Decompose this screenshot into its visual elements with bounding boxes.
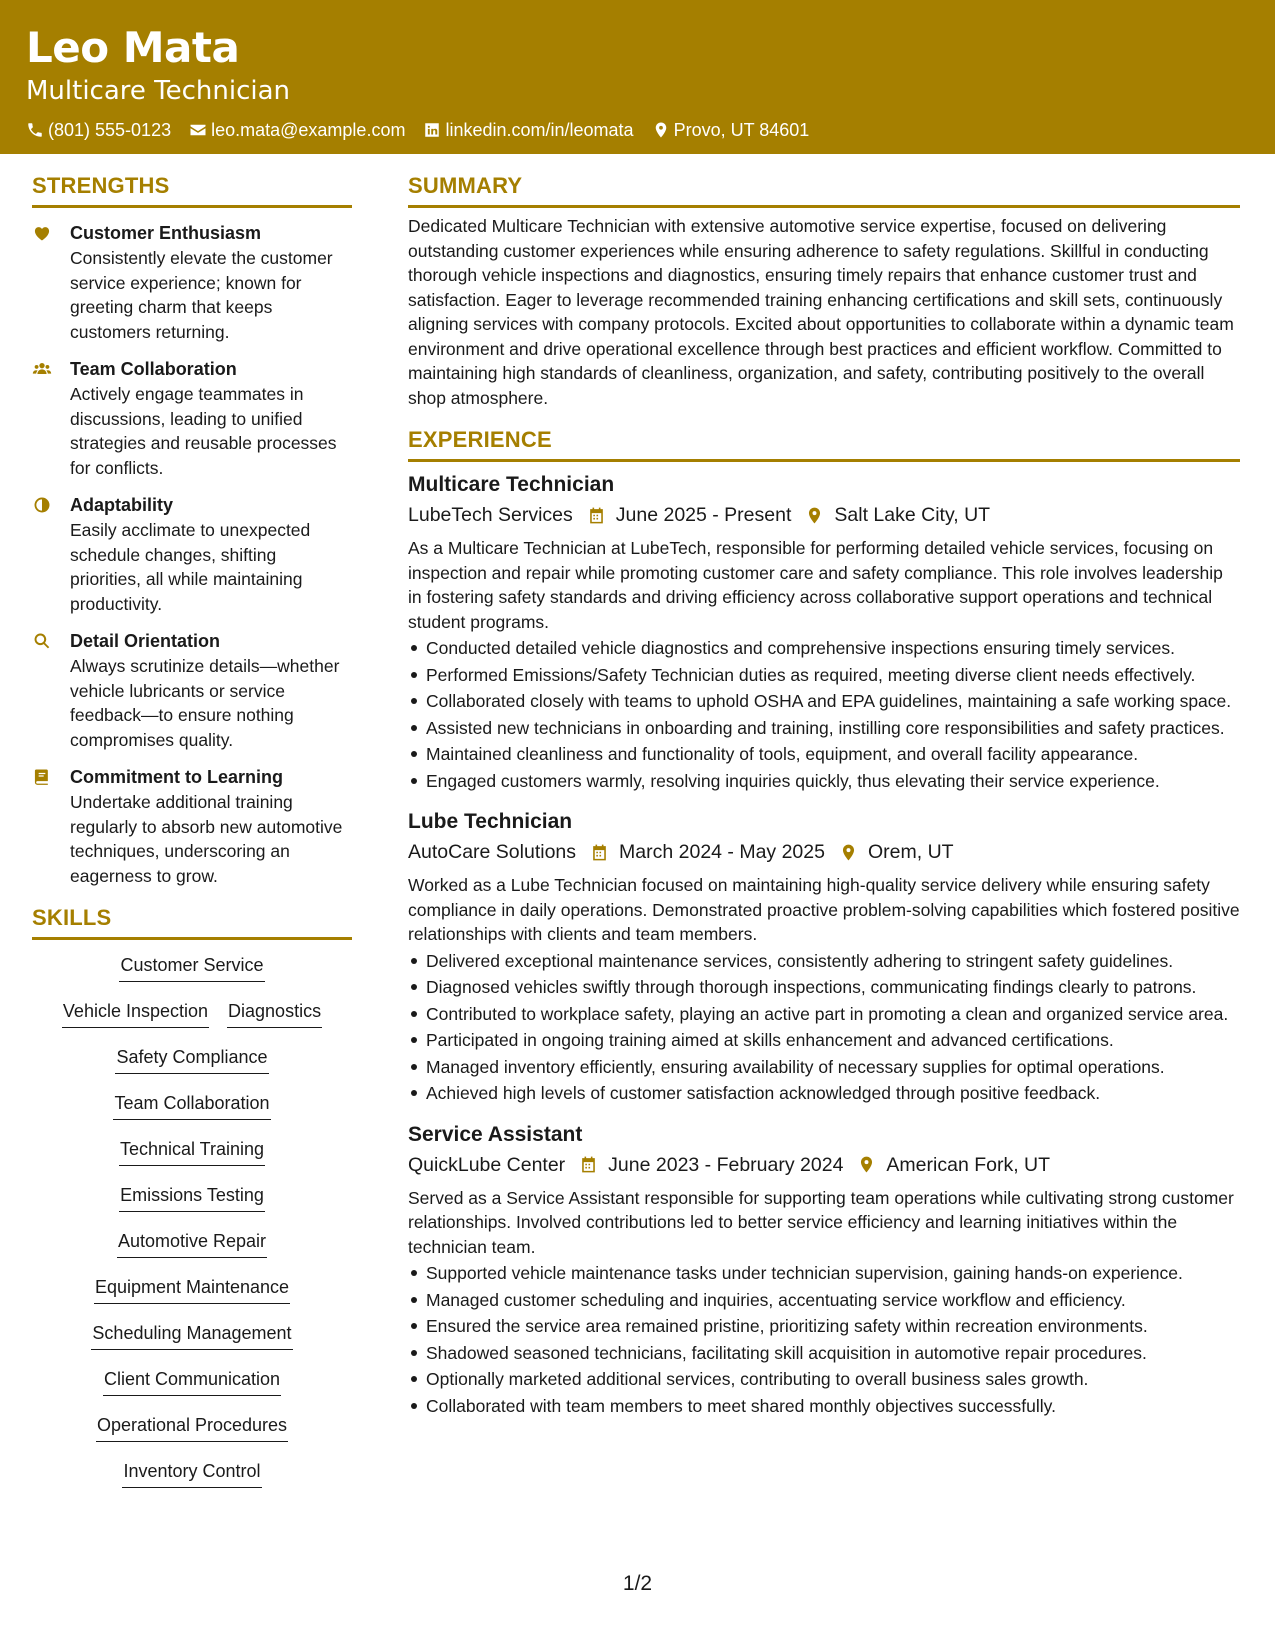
job-company: LubeTech Services [408, 504, 573, 526]
bullet-item: Diagnosed vehicles swiftly through thorough inspections, communicating findings clearly to patrons. [408, 975, 1240, 1000]
contact-linkedin[interactable] [423, 117, 633, 143]
job-location: American Fork, UT [886, 1153, 1051, 1176]
job-bullets [408, 636, 1240, 793]
strength-desc: Easily acclimate to unexpected schedule changes, shifting priorities, all while maintaining productivity. [70, 520, 311, 614]
skill-tag: Safety Compliance [115, 1044, 268, 1074]
bullet-item: Collaborated with team members to meet shared monthly objectives successfully. [408, 1394, 1240, 1419]
bullet-item: Achieved high levels of customer satisfaction acknowledged through positive feedback. [408, 1081, 1240, 1106]
experience-section [408, 424, 1240, 1418]
strength-item [32, 764, 352, 888]
envelope-icon [189, 121, 207, 139]
job-dates: March 2024 - May 2025 [619, 841, 825, 863]
users-icon [32, 359, 52, 379]
job-meta [408, 500, 1240, 530]
phone-text: (801) 555-0123 [48, 120, 172, 140]
map-pin-icon [652, 121, 670, 139]
strength-name: Adaptability [70, 495, 174, 515]
strength-item [32, 492, 352, 616]
summary-heading: SUMMARY [408, 170, 1240, 208]
strength-desc: Always scrutinize details—whether vehicle lubricants or service feedback—to ensure nothing compromises quality. [70, 656, 340, 750]
summary-section [408, 170, 1240, 410]
bullet-item: Shadowed seasoned technicians, facilitating skill acquisition in automotive repair procedures. [408, 1341, 1240, 1366]
calendar-icon [590, 843, 609, 862]
job-meta [408, 837, 1240, 867]
bullet-item: Collaborated closely with teams to uphold OSHA and EPA guidelines, maintaining a safe working space. [408, 689, 1240, 714]
job-dates: June 2025 - Present [615, 504, 792, 526]
candidate-name: Leo Mata [26, 23, 240, 72]
bullet-item: Delivered exceptional maintenance services, consistently adhering to stringent safety guidelines. [408, 949, 1240, 974]
skill-tag: Vehicle Inspection [62, 998, 209, 1028]
skill-tag: Client Communication [103, 1366, 281, 1396]
job-description: Served as a Service Assistant responsible for supporting team operations while cultivating strong customer relationships. Involved contributions led to better service efficiency and learning initiatives within the technician team. [408, 1187, 1234, 1257]
job-location: Orem, UT [867, 841, 954, 863]
bullet-item: Participated in ongoing training aimed at skills enhancement and advanced certifications. [408, 1028, 1240, 1053]
job-entry [408, 470, 1240, 793]
strength-name: Team Collaboration [70, 359, 237, 379]
skill-tag: Inventory Control [122, 1458, 261, 1488]
job-description: As a Multicare Technician at LubeTech, responsible for performing detailed vehicle services, focusing on inspection and repair while promoting customer care and safety compliance. This role involves leadership in fostering safety standards and driving efficiency across collaborative support operations and technical student programs. [408, 538, 1223, 632]
skills-heading: SKILLS [32, 902, 352, 940]
job-company: QuickLube Center [408, 1153, 566, 1176]
skill-tag: Operational Procedures [96, 1412, 288, 1442]
bullet-item: Managed customer scheduling and inquiries, accentuating service workflow and efficiency. [408, 1288, 1240, 1313]
calendar-icon [579, 1155, 598, 1174]
strength-desc: Undertake additional training regularly to absorb new automotive techniques, underscoring an eagerness to grow. [70, 792, 343, 886]
bullet-item: Performed Emissions/Safety Technician duties as required, meeting diverse client needs effectively. [408, 663, 1240, 688]
job-location: Salt Lake City, UT [834, 504, 991, 526]
linkedin-text: linkedin.com/in/leomata [445, 120, 634, 140]
bullet-item: Contributed to workplace safety, playing an active part in promoting a clean and organized service area. [408, 1002, 1240, 1027]
skill-tag: Equipment Maintenance [94, 1274, 290, 1304]
job-title: Lube Technician [408, 810, 573, 833]
job-entry [408, 807, 1240, 1106]
map-pin-icon [857, 1155, 876, 1174]
half-circle-icon [32, 495, 52, 515]
calendar-icon [587, 506, 606, 525]
email-text: leo.mata@example.com [211, 120, 406, 140]
skill-tag: Automotive Repair [117, 1228, 267, 1258]
skills-list [32, 952, 352, 1504]
contact-location [652, 117, 810, 143]
strength-desc: Consistently elevate the customer service experience; known for greeting charm that keeps customers returning. [70, 248, 333, 342]
linkedin-icon [423, 121, 441, 139]
location-text: Provo, UT 84601 [673, 120, 810, 140]
bullet-item: Ensured the service area remained pristine, prioritizing safety within recreation environments. [408, 1314, 1240, 1339]
bullet-item: Managed inventory efficiently, ensuring availability of necessary supplies for optimal operations. [408, 1055, 1240, 1080]
map-pin-icon [839, 843, 858, 862]
bullet-item: Maintained cleanliness and functionality of tools, equipment, and overall facility appearance. [408, 742, 1240, 767]
strengths-section [32, 170, 352, 888]
job-company: AutoCare Solutions [408, 841, 577, 863]
experience-heading: EXPERIENCE [408, 424, 1240, 462]
resume-header [0, 0, 1275, 154]
skill-tag: Technical Training [119, 1136, 265, 1166]
job-title: Multicare Technician [408, 473, 615, 496]
right-column [408, 170, 1240, 1420]
job-bullets [408, 949, 1240, 1106]
contact-bar [26, 117, 1249, 143]
job-entry [408, 1120, 1240, 1419]
skill-tag: Customer Service [119, 952, 264, 982]
strengths-heading: STRENGTHS [32, 170, 352, 208]
job-dates: June 2023 - February 2024 [608, 1153, 844, 1176]
phone-icon [26, 121, 44, 139]
page-number: 1/2 [622, 1572, 653, 1595]
contact-email[interactable] [189, 117, 405, 143]
job-meta [408, 1150, 1240, 1180]
job-description: Worked as a Lube Technician focused on maintaining high-quality service delivery while ensuring safety compliance in daily operations. Demonstrated proactive problem-solving capabilities which fostered positive relationships with clients and team members. [408, 875, 1240, 944]
search-icon [32, 631, 52, 651]
book-icon [32, 767, 52, 787]
skill-tag: Emissions Testing [119, 1182, 265, 1212]
skill-tag: Diagnostics [227, 998, 322, 1028]
strength-name: Commitment to Learning [70, 767, 284, 787]
strength-desc: Actively engage teammates in discussions, leading to unified strategies and reusable processes for conflicts. [70, 384, 337, 478]
skill-tag: Scheduling Management [91, 1320, 292, 1350]
bullet-item: Supported vehicle maintenance tasks under technician supervision, gaining hands-on experience. [408, 1261, 1240, 1286]
bullet-item: Assisted new technicians in onboarding and training, instilling core responsibilities and safety practices. [408, 716, 1240, 741]
job-bullets [408, 1261, 1240, 1418]
bullet-item: Optionally marketed additional services, contributing to overall business sales growth. [408, 1367, 1240, 1392]
heart-icon [32, 223, 52, 243]
skills-section [32, 902, 352, 1504]
strength-name: Detail Orientation [70, 631, 221, 651]
left-column [32, 170, 352, 1504]
candidate-title: Multicare Technician [26, 76, 291, 106]
strength-item [32, 356, 352, 480]
map-pin-icon [805, 506, 824, 525]
job-title: Service Assistant [408, 1122, 583, 1146]
contact-phone[interactable] [26, 117, 171, 143]
strength-item [32, 220, 352, 344]
strength-item [32, 628, 352, 752]
skill-tag: Team Collaboration [113, 1090, 270, 1120]
bullet-item: Engaged customers warmly, resolving inquiries quickly, thus elevating their service experience. [408, 769, 1240, 794]
bullet-item: Conducted detailed vehicle diagnostics and comprehensive inspections ensuring timely services. [408, 636, 1240, 661]
strength-name: Customer Enthusiasm [70, 223, 262, 243]
summary-text: Dedicated Multicare Technician with extensive automotive service expertise, focused on delivering outstanding customer experiences while ensuring adherence to safety regulations. Skillful in conducting thorough vehicle inspections and diagnostics, ensuring timely repairs that enhance customer trust and satisfaction. Eager to leverage recommended training enhancing certifications and skill sets, continuously aligning services with company protocols. Excited about opportunities to collaborate within a dynamic team environment and drive operational excellence through best practices and efficient workflow. Committed to maintaining high standards of cleanliness, organization, and safety, contributing positively to the overall shop atmosphere. [408, 216, 1234, 408]
